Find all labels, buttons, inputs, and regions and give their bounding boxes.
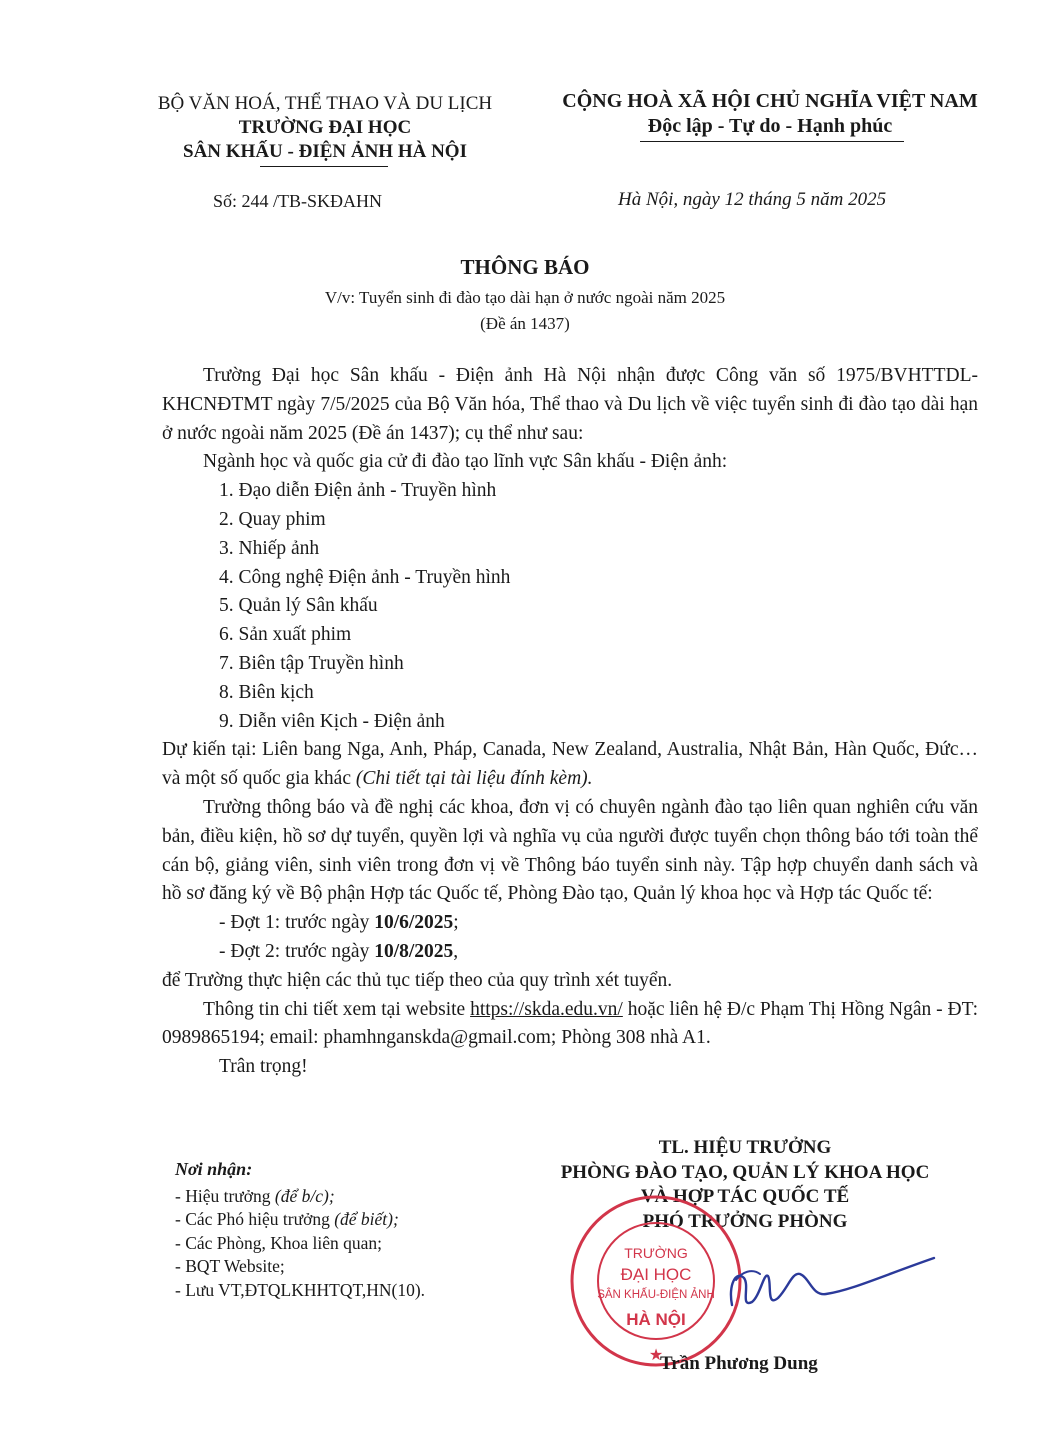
round-1 xyxy=(162,909,978,938)
round-1-date: 10/6/2025 xyxy=(374,912,454,934)
round-2 xyxy=(162,938,978,967)
recipient-note: (để b/c); xyxy=(274,1185,335,1206)
republic-block xyxy=(535,89,1005,139)
major-item: 8. Biên kịch xyxy=(219,681,314,703)
round-2-label: - Đợt 2: trước ngày xyxy=(219,940,370,962)
document-date: Hà Nội, ngày 12 tháng 5 năm 2025 xyxy=(618,189,887,210)
recipient-item xyxy=(172,1208,425,1232)
document-number: Số: 244 /TB-SKĐAHN xyxy=(213,191,383,211)
signer-name: Trần Phương Dung xyxy=(660,1353,818,1374)
signature-department: PHÒNG ĐÀO TẠO, QUẢN LÝ KHOA HỌC xyxy=(560,1161,930,1183)
seal-text-1: TRƯỜNG xyxy=(624,1245,688,1261)
school-name-line2: SÂN KHẤU - ĐIỆN ẢNH HÀ NỘI xyxy=(183,141,467,162)
intro-paragraph: Trường Đại học Sân khấu - Điện ảnh Hà Nội nhận được Công văn số 1975/BVHTTDL-KHCNĐTMT ngày 7/5/2025 của Bộ Văn hóa, Thể thao và Du lịch về việc tuyển sinh đi đào tạo dài hạn ở nước ngoài năm 2025 (Đề án 1437); cụ thể như sau: xyxy=(162,365,978,444)
handwritten-signature xyxy=(722,1250,942,1330)
closing-line: Trân trọng! xyxy=(219,1056,308,1078)
school-name-line1: TRƯỜNG ĐẠI HỌC xyxy=(238,117,412,138)
seal-text-2: ĐẠI HỌC xyxy=(620,1265,692,1284)
recipient-text: - Hiệu trưởng xyxy=(175,1185,271,1206)
recipient-item: - Các Phòng, Khoa liên quan; xyxy=(175,1232,383,1253)
majors-intro: Ngành học và quốc gia cử đi đào tạo lĩnh vực Sân khấu - Điện ảnh: xyxy=(203,451,728,473)
recipient-item xyxy=(172,1185,425,1209)
signature-position: PHÓ TRƯỞNG PHÒNG xyxy=(642,1210,848,1232)
countries-note: (Chi tiết tại tài liệu đính kèm). xyxy=(355,768,593,790)
major-item: 7. Biên tập Truyền hình xyxy=(219,652,404,674)
issuer-block xyxy=(135,92,515,164)
request-paragraph: Trường thông báo và đề nghị các khoa, đơn vị có chuyên ngành đào tạo liên quan nghiên cứu văn bản, điều kiện, hồ sơ dự tuyển, quyền lợi và nghĩa vụ của người được tuyển chọn thông báo tới toàn thể cán bộ, giảng viên, sinh viên trong đơn vị về Thông báo tuyển sinh này. Tập hợp chuyển danh sách và hồ sơ đăng ký về Bộ phận Hợp tác Quốc tế, Phòng Đào tạo, Quản lý khoa học và Hợp tác Quốc tế: xyxy=(162,796,978,905)
recipient-text: - Các Phó hiệu trưởng xyxy=(175,1209,330,1229)
document-body xyxy=(162,362,978,1082)
countries-paragraph xyxy=(162,736,978,794)
major-item: 9. Diễn viên Kịch - Điện ảnh xyxy=(219,710,445,732)
subject-line: V/v: Tuyển sinh đi đào tạo dài hạn ở nước ngoài năm 2025 xyxy=(324,288,726,307)
republic-name: CỘNG HOÀ XÃ HỘI CHỦ NGHĨA VIỆT NAM xyxy=(562,90,978,112)
website-link[interactable]: https://skda.edu.vn/ xyxy=(470,998,623,1020)
seal-text-3: SÂN KHẤU-ĐIỆN ẢNH xyxy=(597,1289,715,1301)
countries-text: Dự kiến tại: Liên bang Nga, Anh, Pháp, Canada, New Zealand, Australia, Nhật Bản, Hàn Quốc, Đức…và một số quốc gia khác xyxy=(162,739,978,790)
subject-project: (Đề án 1437) xyxy=(480,314,570,333)
round-2-date: 10/8/2025 xyxy=(374,940,454,962)
contact-prefix: Thông tin chi tiết xem tại website xyxy=(203,998,466,1020)
official-seal xyxy=(568,1193,744,1369)
motto-underline xyxy=(640,141,904,142)
major-item: 6. Sản xuất phim xyxy=(219,624,352,646)
ministry-name: BỘ VĂN HOÁ, THỂ THAO VÀ DU LỊCH xyxy=(157,93,493,114)
document-title: THÔNG BÁO xyxy=(460,255,590,279)
recipients-title: Nơi nhận: xyxy=(175,1159,253,1179)
contact-details: hoặc liên hệ Đ/c Phạm Thị Hồng Ngân - ĐT: 0989865194; email: phamhnganskda@gmail.com; Phòng 308 nhà A1. xyxy=(162,998,979,1049)
major-item: 1. Đạo diễn Điện ảnh - Truyền hình xyxy=(219,480,497,502)
document-subject xyxy=(0,285,1050,337)
recipient-item: - Lưu VT,ĐTQLKHHTQT,HN(10). xyxy=(175,1279,426,1300)
process-paragraph: để Trường thực hiện các thủ tục tiếp theo của quy trình xét tuyển. xyxy=(162,969,673,991)
issuer-underline xyxy=(260,166,388,167)
recipient-item: - BQT Website; xyxy=(175,1256,285,1276)
round-2-suffix: , xyxy=(453,940,459,962)
contact-paragraph xyxy=(162,996,978,1054)
major-item: 2. Quay phim xyxy=(219,508,326,530)
recipients-block xyxy=(172,1158,425,1302)
svg-text:★: ★ xyxy=(648,1347,664,1364)
round-1-label: - Đợt 1: trước ngày xyxy=(219,912,370,934)
major-item: 5. Quản lý Sân khấu xyxy=(219,595,378,617)
signature-authority: TL. HIỆU TRƯỞNG xyxy=(658,1137,832,1158)
seal-text-4: HÀ NỘI xyxy=(626,1310,686,1329)
recipient-note: (để biết); xyxy=(334,1209,399,1229)
major-item: 4. Công nghệ Điện ảnh - Truyền hình xyxy=(219,566,511,588)
signature-department-2: VÀ HỢP TÁC QUỐC TẾ xyxy=(640,1186,850,1207)
round-1-suffix: ; xyxy=(453,912,459,934)
major-item: 3. Nhiếp ảnh xyxy=(219,537,320,559)
national-motto: Độc lập - Tự do - Hạnh phúc xyxy=(647,115,893,137)
